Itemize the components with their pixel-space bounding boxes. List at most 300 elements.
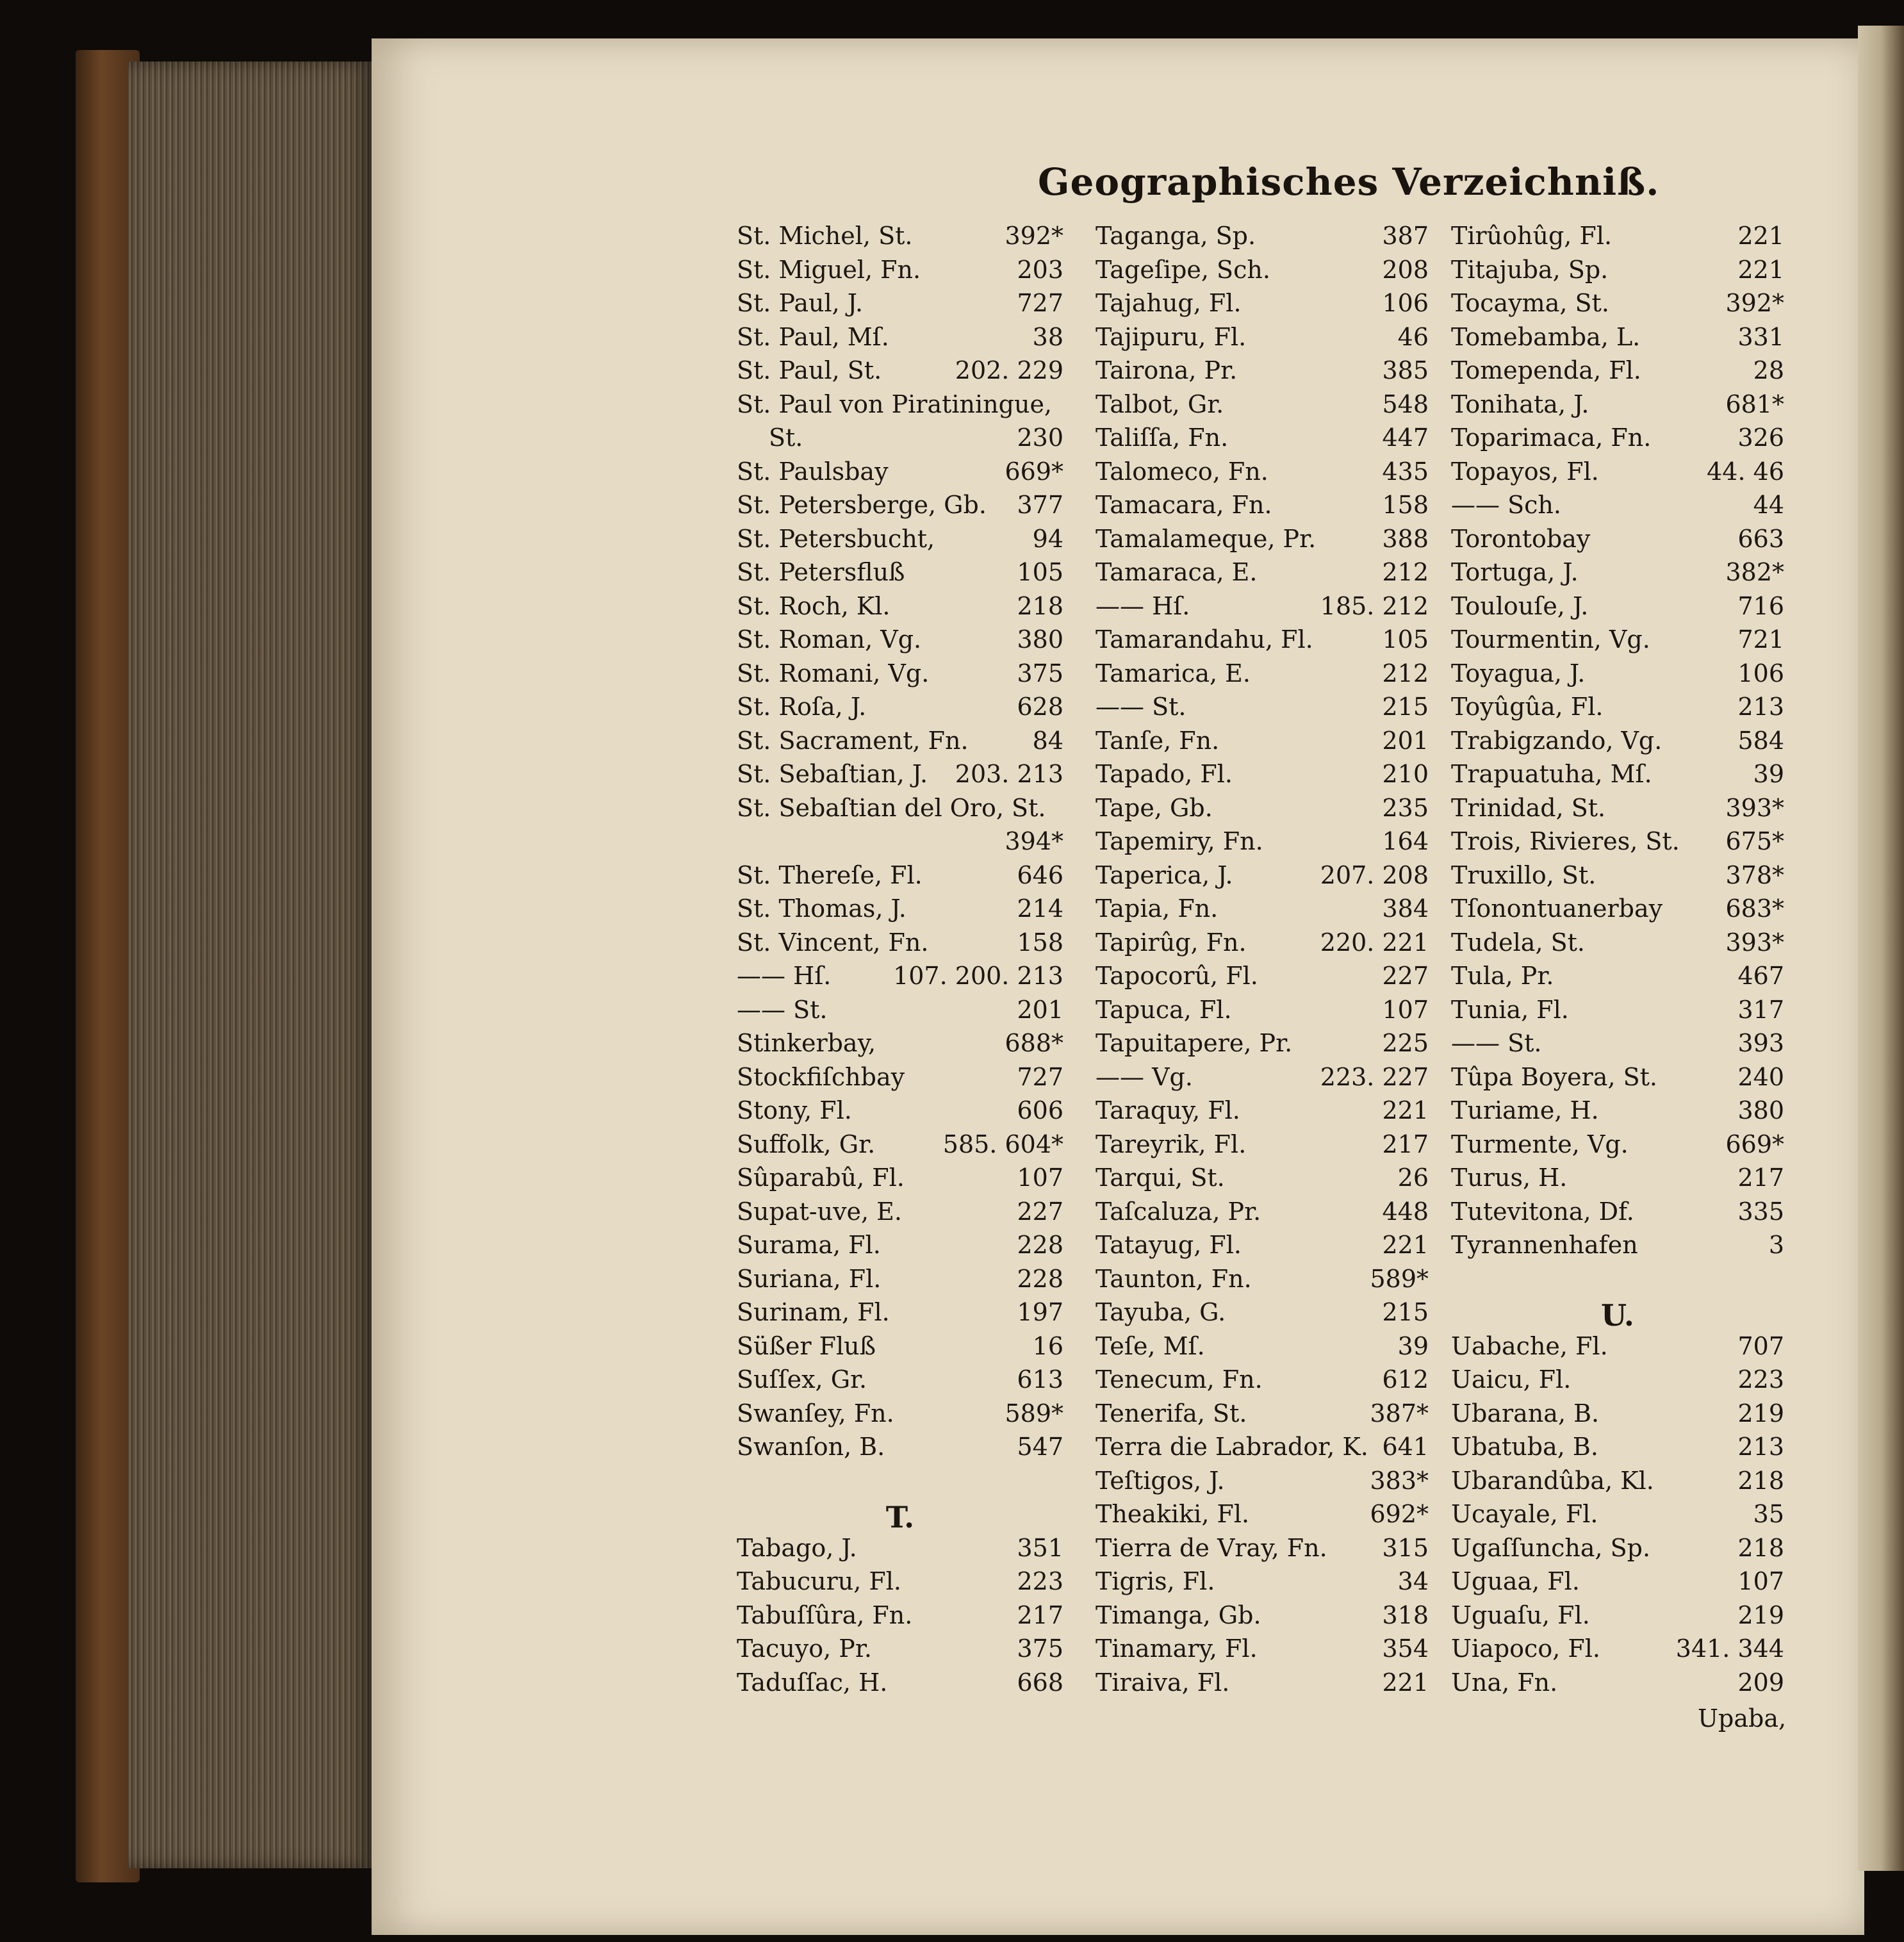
entry-page-ref: 688* bbox=[1005, 1029, 1063, 1057]
entry-page-ref: 221 bbox=[1382, 1231, 1429, 1259]
index-entry bbox=[737, 1197, 1063, 1231]
entry-name: Taſcaluza, Pr. bbox=[1096, 1197, 1261, 1226]
entry-page-ref: 39 bbox=[1397, 1331, 1429, 1360]
index-entry bbox=[737, 1634, 1063, 1668]
index-entry bbox=[1451, 861, 1784, 895]
entry-page-ref: 203. 213 bbox=[955, 760, 1063, 788]
entry-page-ref: 215 bbox=[1382, 693, 1429, 721]
entry-page-ref: 94 bbox=[1032, 524, 1063, 553]
entry-page-ref: 721 bbox=[1737, 625, 1784, 654]
index-entry bbox=[1451, 491, 1784, 525]
entry-name: Surama, Fl. bbox=[737, 1231, 881, 1259]
entry-page-ref: 589* bbox=[1005, 1399, 1063, 1428]
entry-page-ref: 39 bbox=[1753, 760, 1784, 788]
entry-page-ref: 201 bbox=[1017, 995, 1063, 1024]
entry-name: —— Hſ. bbox=[737, 962, 832, 990]
entry-name: Ubarandûba, Kl. bbox=[1451, 1466, 1654, 1495]
entry-page-ref: 235 bbox=[1382, 793, 1429, 822]
entry-page-ref: 354 bbox=[1382, 1634, 1429, 1663]
entry-name: Suffolk, Gr. bbox=[737, 1130, 876, 1158]
entry-page-ref: 44 bbox=[1753, 491, 1784, 519]
entry-name: —— St. bbox=[1451, 1029, 1542, 1057]
entry-name: Uiapoco, Fl. bbox=[1451, 1634, 1600, 1663]
entry-page-ref: 435 bbox=[1382, 457, 1429, 486]
entry-name: Sûparabû, Fl. bbox=[737, 1164, 905, 1192]
entry-page-ref: 16 bbox=[1032, 1331, 1063, 1360]
section-letter-text: U. bbox=[1601, 1298, 1634, 1333]
index-entry bbox=[737, 1231, 1063, 1265]
entry-page-ref: 218 bbox=[1737, 1533, 1784, 1562]
entry-page-ref: 221 bbox=[1382, 1668, 1429, 1697]
index-entry bbox=[737, 525, 1063, 559]
entry-page-ref: 377 bbox=[1017, 491, 1063, 519]
index-entry bbox=[1096, 323, 1429, 357]
page-header: Geographisches Verzeichniß. bbox=[1038, 160, 1660, 204]
index-entry bbox=[1096, 1433, 1429, 1467]
entry-name: —— Vg. bbox=[1096, 1062, 1193, 1091]
catchword: Upaba, bbox=[1698, 1704, 1787, 1732]
index-entry bbox=[1451, 323, 1784, 357]
entry-page-ref: 669* bbox=[1005, 457, 1063, 486]
entry-name: St. Roch, Kl. bbox=[737, 591, 890, 620]
index-entry bbox=[1096, 1500, 1429, 1534]
entry-name: Turmente, Vg. bbox=[1451, 1130, 1629, 1158]
entry-page-ref: 384 bbox=[1382, 894, 1429, 923]
entry-page-ref: 393* bbox=[1725, 928, 1784, 957]
index-entry bbox=[1451, 1433, 1784, 1467]
index-entry bbox=[1096, 996, 1429, 1030]
entry-name: Ugaſſuncha, Sp. bbox=[1451, 1533, 1651, 1562]
entry-name: Süßer Fluß bbox=[737, 1331, 876, 1360]
entry-page-ref: 210 bbox=[1382, 760, 1429, 788]
entry-page-ref: 668 bbox=[1017, 1668, 1063, 1697]
entry-page-ref: 197 bbox=[1017, 1298, 1063, 1326]
index-entry bbox=[1451, 222, 1784, 256]
index-entry bbox=[1096, 1567, 1429, 1601]
entry-name: Tutevitona, Df. bbox=[1451, 1197, 1634, 1226]
entry-name: St. Paulsbay bbox=[737, 457, 889, 486]
entry-name: Tapado, Fl. bbox=[1096, 760, 1233, 788]
index-entry bbox=[1451, 1500, 1784, 1534]
entry-name: Tourmentin, Vg. bbox=[1451, 625, 1650, 654]
entry-page-ref: 107. 200. 213 bbox=[893, 962, 1063, 990]
entry-name: Teſtigos, J. bbox=[1096, 1466, 1225, 1495]
index-entry bbox=[1096, 289, 1429, 323]
blank-line bbox=[1451, 1265, 1784, 1299]
index-entry bbox=[1096, 491, 1429, 525]
entry-page-ref: 388 bbox=[1382, 524, 1429, 553]
entry-page-ref: 669* bbox=[1725, 1130, 1784, 1158]
entry-page-ref: 219 bbox=[1737, 1601, 1784, 1629]
entry-name: St. Petersberge, Gb. bbox=[737, 491, 987, 519]
entry-page-ref: 331 bbox=[1737, 322, 1784, 351]
index-entry bbox=[737, 1096, 1063, 1130]
entry-name: St. Sacrament, Fn. bbox=[737, 726, 969, 755]
index-entry bbox=[1096, 222, 1429, 256]
index-entry bbox=[1096, 1399, 1429, 1433]
entry-name: Tamarica, E. bbox=[1096, 659, 1251, 687]
entry-name: Timanga, Gb. bbox=[1096, 1601, 1261, 1629]
entry-name: St. Sebaſtian del Oro, St. bbox=[737, 793, 1046, 822]
index-entry bbox=[1096, 390, 1429, 424]
index-entry bbox=[1451, 1634, 1784, 1668]
entry-name: Tairona, Pr. bbox=[1096, 356, 1238, 384]
entry-name: Tayuba, G. bbox=[1096, 1298, 1226, 1326]
entry-page-ref: 317 bbox=[1737, 995, 1784, 1024]
index-entry bbox=[1451, 727, 1784, 761]
entry-name: Uguaa, Fl. bbox=[1451, 1567, 1580, 1595]
entry-name: Stinkerbay, bbox=[737, 1029, 876, 1057]
index-column-1 bbox=[737, 222, 1063, 1702]
entry-page-ref: 220. 221 bbox=[1320, 928, 1429, 957]
entry-name: Taunton, Fn. bbox=[1096, 1264, 1252, 1293]
index-entry bbox=[737, 727, 1063, 761]
section-letter-text: T. bbox=[885, 1500, 915, 1535]
index-entry bbox=[1096, 1130, 1429, 1164]
entry-page-ref: 548 bbox=[1382, 390, 1429, 418]
entry-name: Tirûohûg, Fl. bbox=[1451, 222, 1613, 250]
index-entry bbox=[1096, 861, 1429, 895]
entry-name: St. Michel, St. bbox=[737, 222, 913, 250]
index-entry bbox=[1451, 1197, 1784, 1231]
entry-page-ref: 227 bbox=[1017, 1197, 1063, 1226]
entry-page-ref: 394* bbox=[1005, 827, 1063, 855]
entry-page-ref: 335 bbox=[1737, 1197, 1784, 1226]
entry-name: Tarqui, St. bbox=[1096, 1164, 1225, 1192]
entry-page-ref: 221 bbox=[1737, 222, 1784, 250]
index-entry bbox=[1096, 558, 1429, 592]
entry-name: Tapuca, Fl. bbox=[1096, 995, 1232, 1024]
index-column-2 bbox=[1096, 222, 1429, 1702]
index-entry bbox=[1096, 827, 1429, 861]
entry-page-ref: 218 bbox=[1017, 591, 1063, 620]
entry-name: Tierra de Vray, Fn. bbox=[1096, 1533, 1327, 1562]
entry-page-ref: 585. 604* bbox=[942, 1130, 1063, 1158]
entry-page-ref: 727 bbox=[1017, 1062, 1063, 1091]
index-entry bbox=[737, 1130, 1063, 1164]
entry-page-ref: 223 bbox=[1737, 1365, 1784, 1394]
entry-name: Ubatuba, B. bbox=[1451, 1433, 1598, 1461]
entry-name: St. Romani, Vg. bbox=[737, 659, 930, 687]
entry-page-ref: 393 bbox=[1737, 1029, 1784, 1057]
entry-name: Tonihata, J. bbox=[1451, 390, 1589, 418]
index-entry bbox=[1096, 525, 1429, 559]
entry-page-ref: 612 bbox=[1382, 1365, 1429, 1394]
index-entry bbox=[1096, 894, 1429, 928]
index-entry bbox=[737, 1164, 1063, 1197]
index-entry bbox=[1096, 592, 1429, 626]
index-entry bbox=[1096, 256, 1429, 290]
entry-page-ref: 692* bbox=[1370, 1500, 1429, 1528]
index-entry bbox=[737, 827, 1063, 861]
entry-page-ref: 38 bbox=[1032, 322, 1063, 351]
entry-name: Tapirûg, Fn. bbox=[1096, 928, 1247, 957]
index-entry bbox=[737, 1265, 1063, 1299]
index-entry bbox=[1096, 1332, 1429, 1366]
entry-name: Tenerifa, St. bbox=[1096, 1399, 1247, 1428]
entry-name: St. Thereſe, Fl. bbox=[737, 860, 923, 889]
index-entry bbox=[1096, 659, 1429, 693]
index-entry bbox=[737, 1063, 1063, 1097]
entry-name: Tanſe, Fn. bbox=[1096, 726, 1220, 755]
entry-name: Tyrannenhafen bbox=[1451, 1231, 1638, 1259]
entry-page-ref: 207. 208 bbox=[1320, 860, 1429, 889]
index-entry bbox=[1451, 1365, 1784, 1399]
index-entry bbox=[1096, 1164, 1429, 1197]
entry-name: Tſonontuanerbay bbox=[1451, 894, 1663, 923]
entry-name: Tocayma, St. bbox=[1451, 289, 1609, 317]
entry-page-ref: 392* bbox=[1725, 289, 1784, 317]
entry-name: Titajuba, Sp. bbox=[1451, 255, 1609, 284]
entry-name: Tabuſſûra, Fn. bbox=[737, 1601, 913, 1629]
entry-page-ref: 318 bbox=[1382, 1601, 1429, 1629]
index-entry bbox=[1096, 356, 1429, 390]
entry-name: St. Vincent, Fn. bbox=[737, 928, 929, 957]
entry-name: Tatayug, Fl. bbox=[1096, 1231, 1242, 1259]
entry-name: St. Paul von Piratiningue, bbox=[737, 390, 1053, 418]
index-entry bbox=[1451, 1668, 1784, 1702]
entry-name: Torontobay bbox=[1451, 524, 1591, 553]
entry-name: St. Paul, J. bbox=[737, 289, 864, 317]
index-entry bbox=[1451, 659, 1784, 693]
entry-page-ref: 217 bbox=[1017, 1601, 1063, 1629]
entry-name: Taganga, Sp. bbox=[1096, 222, 1256, 250]
entry-page-ref: 228 bbox=[1017, 1264, 1063, 1293]
entry-page-ref: 105 bbox=[1382, 625, 1429, 654]
entry-page-ref: 219 bbox=[1737, 1399, 1784, 1428]
entry-name: Tûpa Boyera, St. bbox=[1451, 1062, 1657, 1091]
entry-page-ref: 221 bbox=[1737, 255, 1784, 284]
entry-page-ref: 34 bbox=[1397, 1567, 1429, 1595]
entry-page-ref: 663 bbox=[1737, 524, 1784, 553]
index-entry bbox=[1451, 525, 1784, 559]
index-entry bbox=[1096, 457, 1429, 491]
index-entry bbox=[1451, 1029, 1784, 1063]
index-entry bbox=[1096, 727, 1429, 761]
entry-page-ref: 213 bbox=[1737, 693, 1784, 721]
index-entry bbox=[1451, 1096, 1784, 1130]
index-entry bbox=[1096, 1231, 1429, 1265]
entry-page-ref: 383* bbox=[1370, 1466, 1429, 1495]
entry-page-ref: 107 bbox=[1737, 1567, 1784, 1595]
entry-page-ref: 641 bbox=[1382, 1433, 1429, 1461]
entry-name: Trapuatuha, Mſ. bbox=[1451, 760, 1652, 788]
index-entry bbox=[737, 390, 1063, 424]
entry-name: Tamarandahu, Fl. bbox=[1096, 625, 1313, 654]
index-entry bbox=[737, 659, 1063, 693]
entry-page-ref: 107 bbox=[1382, 995, 1429, 1024]
entry-name: Taraquy, Fl. bbox=[1096, 1096, 1240, 1124]
entry-page-ref: 683* bbox=[1725, 894, 1784, 923]
entry-page-ref: 341. 344 bbox=[1675, 1634, 1784, 1663]
entry-name: St. Petersbucht, bbox=[737, 524, 935, 553]
index-entry bbox=[1096, 1601, 1429, 1635]
index-entry bbox=[737, 1668, 1063, 1702]
entry-page-ref: 613 bbox=[1017, 1365, 1063, 1394]
index-entry bbox=[737, 558, 1063, 592]
entry-name: Stockfiſchbay bbox=[737, 1062, 905, 1091]
index-entry bbox=[1451, 962, 1784, 996]
index-entry bbox=[1451, 693, 1784, 727]
entry-name: Taduſſac, H. bbox=[737, 1668, 888, 1697]
index-entry bbox=[1096, 794, 1429, 828]
index-entry bbox=[1451, 390, 1784, 424]
entry-page-ref: 727 bbox=[1017, 289, 1063, 317]
entry-name: Tapemiry, Fn. bbox=[1096, 827, 1263, 855]
index-entry bbox=[1451, 457, 1784, 491]
index-entry bbox=[1451, 827, 1784, 861]
entry-page-ref: 208 bbox=[1382, 255, 1429, 284]
entry-name: Surinam, Fl. bbox=[737, 1298, 890, 1326]
entry-name: —— St. bbox=[1096, 693, 1186, 721]
index-entry bbox=[1451, 256, 1784, 290]
entry-name: Tamaraca, E. bbox=[1096, 558, 1258, 586]
entry-name: Talomeco, Fn. bbox=[1096, 457, 1268, 486]
index-entry bbox=[1451, 1332, 1784, 1366]
index-entry bbox=[737, 323, 1063, 357]
entry-name: Tortuga, J. bbox=[1451, 558, 1579, 586]
entry-page-ref: 315 bbox=[1382, 1533, 1429, 1562]
index-entry bbox=[1451, 1567, 1784, 1601]
index-entry bbox=[737, 1298, 1063, 1332]
entry-page-ref: 218 bbox=[1737, 1466, 1784, 1495]
entry-name: Tapocorû, Fl. bbox=[1096, 962, 1258, 990]
index-entry bbox=[737, 894, 1063, 928]
index-entry bbox=[1096, 625, 1429, 659]
entry-name: Tareyrik, Fl. bbox=[1096, 1130, 1247, 1158]
index-entry bbox=[737, 1399, 1063, 1433]
entry-name: Ucayale, Fl. bbox=[1451, 1500, 1598, 1528]
index-entry bbox=[737, 1567, 1063, 1601]
entry-name: Swanſon, B. bbox=[737, 1433, 885, 1461]
entry-page-ref: 201 bbox=[1382, 726, 1429, 755]
entry-name: St. Miguel, Fn. bbox=[737, 255, 921, 284]
index-entry bbox=[1096, 1197, 1429, 1231]
entry-name: Tinamary, Fl. bbox=[1096, 1634, 1258, 1663]
entry-page-ref: 606 bbox=[1017, 1096, 1063, 1124]
entry-page-ref: 228 bbox=[1017, 1231, 1063, 1259]
entry-page-ref: 378* bbox=[1725, 860, 1784, 889]
index-entry bbox=[1096, 1298, 1429, 1332]
entry-name: Tabucuru, Fl. bbox=[737, 1567, 902, 1595]
entry-page-ref: 202. 229 bbox=[955, 356, 1063, 384]
index-entry bbox=[1096, 1029, 1429, 1063]
index-entry bbox=[737, 1534, 1063, 1568]
entry-name: St. Petersfluß bbox=[737, 558, 905, 586]
index-entry bbox=[737, 928, 1063, 962]
entry-page-ref: 447 bbox=[1382, 424, 1429, 452]
entry-page-ref: 380 bbox=[1017, 625, 1063, 654]
index-entry bbox=[1096, 1467, 1429, 1501]
entry-page-ref: 380 bbox=[1737, 1096, 1784, 1124]
index-entry bbox=[737, 1332, 1063, 1366]
entry-name: Suſſex, Gr. bbox=[737, 1365, 867, 1394]
index-entry bbox=[1451, 1467, 1784, 1501]
entry-page-ref: 375 bbox=[1017, 659, 1063, 687]
entry-name: Teſe, Mſ. bbox=[1096, 1331, 1205, 1360]
index-entry bbox=[1096, 424, 1429, 457]
entry-page-ref: 84 bbox=[1032, 726, 1063, 755]
entry-page-ref: 106 bbox=[1382, 289, 1429, 317]
entry-name: Tageſipe, Sch. bbox=[1096, 255, 1270, 284]
entry-page-ref: 707 bbox=[1737, 1331, 1784, 1360]
index-entry bbox=[737, 1601, 1063, 1635]
entry-name: Trabigzando, Vg. bbox=[1451, 726, 1662, 755]
entry-page-ref: 212 bbox=[1382, 659, 1429, 687]
index-entry bbox=[737, 491, 1063, 525]
index-entry bbox=[737, 592, 1063, 626]
entry-page-ref: 214 bbox=[1017, 894, 1063, 923]
entry-name: St. Paul, Mſ. bbox=[737, 322, 889, 351]
index-entry bbox=[1451, 558, 1784, 592]
index-column-3 bbox=[1451, 222, 1784, 1702]
entry-name: Theakiki, Fl. bbox=[1096, 1500, 1250, 1528]
index-entry bbox=[1451, 1601, 1784, 1635]
entry-name: Toyûgûa, Fl. bbox=[1451, 693, 1604, 721]
entry-name: Tigris, Fl. bbox=[1096, 1567, 1215, 1595]
entry-name: Terra die Labrador, K. bbox=[1096, 1433, 1368, 1461]
entry-page-ref: 387* bbox=[1370, 1399, 1429, 1428]
entry-page-ref: 3 bbox=[1768, 1231, 1784, 1259]
entry-page-ref: 223. 227 bbox=[1320, 1062, 1429, 1091]
entry-name: Tomependa, Fl. bbox=[1451, 356, 1641, 384]
entry-name: Topayos, Fl. bbox=[1451, 457, 1599, 486]
entry-name: Tamalameque, Pr. bbox=[1096, 524, 1317, 553]
entry-page-ref: 230 bbox=[1017, 424, 1063, 452]
entry-page-ref: 385 bbox=[1382, 356, 1429, 384]
entry-page-ref: 467 bbox=[1737, 962, 1784, 990]
entry-name: Una, Fn. bbox=[1451, 1668, 1558, 1697]
entry-page-ref: 26 bbox=[1397, 1164, 1429, 1192]
entry-name: —— St. bbox=[737, 995, 828, 1024]
index-entry bbox=[1451, 1534, 1784, 1568]
entry-page-ref: 46 bbox=[1397, 322, 1429, 351]
entry-page-ref: 217 bbox=[1382, 1130, 1429, 1158]
index-entry bbox=[737, 625, 1063, 659]
index-entry bbox=[1096, 1634, 1429, 1668]
entry-page-ref: 716 bbox=[1737, 591, 1784, 620]
entry-page-ref: 387 bbox=[1382, 222, 1429, 250]
index-entry bbox=[1096, 962, 1429, 996]
index-entry bbox=[1451, 996, 1784, 1030]
index-entry bbox=[737, 861, 1063, 895]
entry-page-ref: 240 bbox=[1737, 1062, 1784, 1091]
index-entry bbox=[1451, 356, 1784, 390]
index-entry bbox=[737, 289, 1063, 323]
entry-page-ref: 326 bbox=[1737, 424, 1784, 452]
entry-page-ref: 209 bbox=[1737, 1668, 1784, 1697]
entry-name: Turiame, H. bbox=[1451, 1096, 1599, 1124]
entry-name: Suriana, Fl. bbox=[737, 1264, 882, 1293]
entry-name: Uaicu, Fl. bbox=[1451, 1365, 1572, 1394]
index-entry bbox=[1451, 1231, 1784, 1265]
entry-name: Tula, Pr. bbox=[1451, 962, 1554, 990]
index-entry bbox=[737, 693, 1063, 727]
index-entry bbox=[737, 356, 1063, 390]
index-entry bbox=[1451, 1399, 1784, 1433]
index-entry bbox=[1451, 592, 1784, 626]
index-entry bbox=[737, 1029, 1063, 1063]
index-entry bbox=[1096, 928, 1429, 962]
entry-name: —— Hſ. bbox=[1096, 591, 1190, 620]
entry-name: St. Sebaſtian, J. bbox=[737, 760, 928, 788]
page-edges bbox=[128, 62, 375, 1868]
entry-page-ref: 448 bbox=[1382, 1197, 1429, 1226]
entry-name: Uabache, Fl. bbox=[1451, 1331, 1608, 1360]
entry-page-ref: 212 bbox=[1382, 558, 1429, 586]
entry-name: Talbot, Gr. bbox=[1096, 390, 1224, 418]
entry-name: —— Sch. bbox=[1451, 491, 1561, 519]
